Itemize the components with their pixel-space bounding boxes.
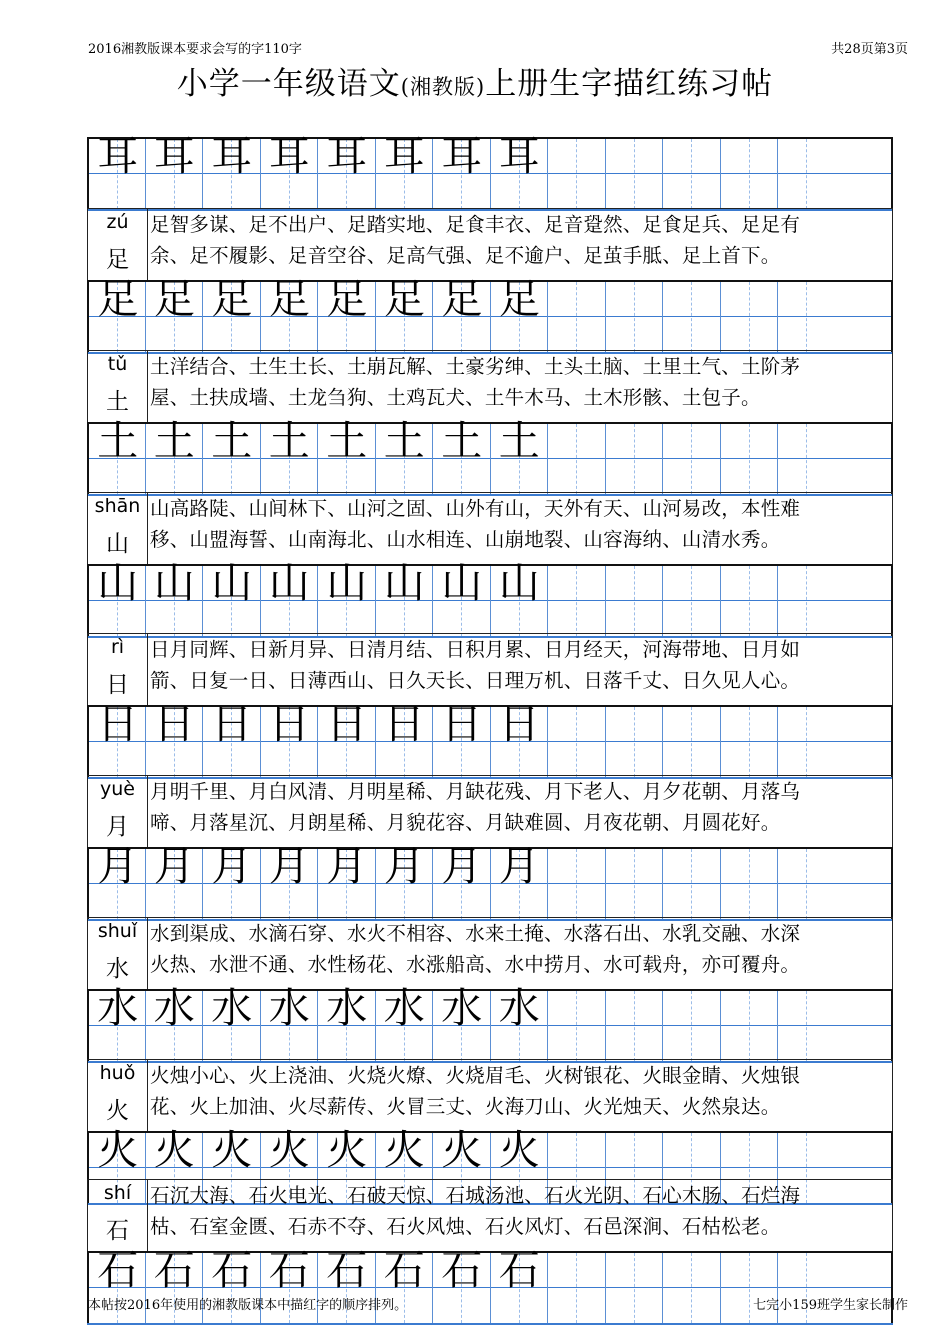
- idiom-line: 啼、月落星沉、月朗星稀、月貌花容、月缺难圆、月夜花朝、月圆花好。: [150, 811, 781, 834]
- tracing-cell: [145, 559, 203, 636]
- tracing-cell: [317, 559, 375, 636]
- trace-character: 土: [211, 417, 253, 465]
- trace-character: 日: [498, 700, 540, 748]
- trace-character: 足: [441, 275, 483, 323]
- tracing-cell: [145, 700, 203, 777]
- tracing-cell: [490, 132, 548, 209]
- tracing-cell: [87, 417, 145, 494]
- character-block: [87, 208, 893, 354]
- trace-character: 土: [498, 417, 540, 465]
- empty-practice-cell: [662, 139, 720, 209]
- empty-practice-cell: [605, 707, 663, 777]
- idiom-line: 枯、石室金匮、石赤不夺、石火风烛、石火风灯、石邑深涧、石枯松老。: [150, 1215, 781, 1238]
- empty-practice-cell: [547, 707, 605, 777]
- trace-character: 石: [97, 1246, 139, 1294]
- empty-practice-cell: [777, 282, 893, 352]
- empty-practice-cell: [720, 707, 778, 777]
- trace-character: 月: [383, 842, 425, 890]
- tracing-cell: [145, 417, 203, 494]
- tracing-cell: [432, 984, 490, 1061]
- tracing-cell: [260, 984, 318, 1061]
- trace-character: 土: [326, 417, 368, 465]
- idiom-line: 火热、水泄不通、水性杨花、水涨船高、水中捞月、水可载舟，亦可覆舟。: [150, 953, 801, 976]
- empty-practice-cell: [720, 139, 778, 209]
- character-label: 水: [106, 956, 129, 982]
- trace-character: 耳: [97, 132, 139, 180]
- title-sub: (湘教版): [400, 75, 486, 99]
- tracing-grid: [87, 842, 893, 921]
- trace-character: 日: [441, 700, 483, 748]
- tracing-grid: [87, 417, 893, 496]
- empty-practice-cell: [720, 282, 778, 352]
- idiom-row: [87, 917, 893, 989]
- empty-practice-cell: [605, 139, 663, 209]
- empty-practice-cell: [605, 991, 663, 1061]
- idiom-text: [150, 351, 892, 413]
- tracing-cell: [260, 417, 318, 494]
- trace-character: 水: [211, 984, 253, 1032]
- tracing-cell: [317, 700, 375, 777]
- character-label: 月: [106, 814, 129, 840]
- idiom-row: [87, 1059, 893, 1131]
- title-main: 小学一年级语文: [176, 66, 401, 102]
- idiom-row: [87, 1179, 893, 1251]
- tracing-cell: [260, 842, 318, 919]
- character-label: 足: [106, 247, 129, 273]
- pinyin: rì: [110, 636, 125, 658]
- idiom-text: [150, 918, 892, 980]
- pinyin-cell: [88, 918, 148, 989]
- footer-left-note: 本帖按2016年使用的湘教版课本中描红字的顺序排列。: [88, 1298, 408, 1313]
- tracing-cell: [202, 559, 260, 636]
- pinyin: shuǐ: [97, 920, 138, 942]
- trace-character: 耳: [498, 132, 540, 180]
- trace-character: 水: [97, 984, 139, 1032]
- tracing-cell: [202, 275, 260, 352]
- empty-practice-cell: [777, 991, 893, 1061]
- trace-character: 耳: [383, 132, 425, 180]
- tracing-grid: [87, 132, 893, 211]
- tracing-cell: [375, 842, 433, 919]
- empty-practice-cell: [547, 566, 605, 636]
- empty-practice-cell: [662, 707, 720, 777]
- trace-character: 月: [211, 842, 253, 890]
- tracing-cell: [490, 417, 548, 494]
- tracing-cell: [145, 842, 203, 919]
- trace-character: 水: [326, 984, 368, 1032]
- trace-character: 山: [498, 559, 540, 607]
- tracing-cell: [87, 132, 145, 209]
- empty-practice-cell: [605, 566, 663, 636]
- page-indicator: 共28页第3页: [831, 42, 908, 57]
- pinyin-cell: [88, 776, 148, 847]
- trace-character: 月: [441, 842, 483, 890]
- trace-character: 山: [268, 559, 310, 607]
- tracing-cell: [317, 842, 375, 919]
- trace-character: 耳: [211, 132, 253, 180]
- trace-character: 足: [383, 275, 425, 323]
- empty-practice-cell: [720, 991, 778, 1061]
- trace-character: 耳: [153, 132, 195, 180]
- character-block: [87, 492, 893, 638]
- trace-character: 日: [268, 700, 310, 748]
- pinyin: shān: [94, 495, 141, 517]
- trace-character: 石: [383, 1246, 425, 1294]
- trace-character: 火: [441, 1126, 483, 1174]
- tracing-cell: [490, 700, 548, 777]
- tracing-grid: [87, 559, 893, 638]
- idiom-text: [150, 1180, 892, 1242]
- trace-character: 足: [153, 275, 195, 323]
- tracing-cell: [490, 842, 548, 919]
- trace-character: 日: [383, 700, 425, 748]
- tracing-cell: [432, 842, 490, 919]
- character-block: [87, 775, 893, 921]
- empty-practice-cell: [547, 991, 605, 1061]
- tracing-cell: [260, 132, 318, 209]
- trace-character: 火: [97, 1126, 139, 1174]
- empty-practice-cell: [777, 566, 893, 636]
- idiom-text: [150, 776, 892, 838]
- trace-character: 石: [211, 1246, 253, 1294]
- empty-practice-cell: [777, 424, 893, 494]
- tracing-cell: [202, 132, 260, 209]
- empty-practice-cell: [777, 139, 893, 209]
- trace-character: 土: [97, 417, 139, 465]
- tracing-cell: [375, 559, 433, 636]
- trace-character: 山: [441, 559, 483, 607]
- idiom-line: 花、火上加油、火尽薪传、火冒三丈、火海刀山、火光烛天、火然泉达。: [150, 1095, 781, 1118]
- tracing-cell: [202, 417, 260, 494]
- empty-practice-cell: [662, 566, 720, 636]
- idiom-row: [87, 208, 893, 280]
- tracing-cell: [260, 559, 318, 636]
- tracing-cell: [202, 700, 260, 777]
- idiom-line: 箭、日复一日、日薄西山、日久天长、日理万机、日落千丈、日久见人心。: [150, 669, 801, 692]
- pinyin-cell: [88, 1060, 148, 1131]
- footer-right-note: 七完小159班学生家长制作: [753, 1298, 908, 1313]
- pinyin-cell: [88, 1180, 148, 1251]
- trace-character: 山: [383, 559, 425, 607]
- idiom-text: [150, 1060, 892, 1122]
- trace-character: 足: [326, 275, 368, 323]
- trace-character: 石: [498, 1246, 540, 1294]
- tracing-cell: [260, 700, 318, 777]
- empty-practice-cell: [547, 282, 605, 352]
- trace-character: 火: [268, 1126, 310, 1174]
- trace-character: 山: [211, 559, 253, 607]
- tracing-grid: [87, 275, 893, 354]
- trace-character: 日: [97, 700, 139, 748]
- empty-practice-cell: [605, 282, 663, 352]
- trace-character: 水: [383, 984, 425, 1032]
- idiom-text: [150, 634, 892, 696]
- trace-character: 石: [326, 1246, 368, 1294]
- tracing-cell: [490, 984, 548, 1061]
- trace-character: 土: [268, 417, 310, 465]
- empty-practice-cell: [662, 282, 720, 352]
- header-left-note: 2016湘教版课本要求会写的字110字: [88, 42, 302, 57]
- trace-character: 火: [211, 1126, 253, 1174]
- tracing-cell: [432, 132, 490, 209]
- tracing-cell: [87, 842, 145, 919]
- trace-character: 水: [498, 984, 540, 1032]
- pinyin-cell: [88, 493, 148, 564]
- idiom-row: [87, 775, 893, 847]
- tracing-cell: [432, 559, 490, 636]
- character-block: [87, 350, 893, 496]
- idiom-text: [150, 493, 892, 555]
- trace-character: 日: [211, 700, 253, 748]
- trace-character: 日: [326, 700, 368, 748]
- character-label: 土: [106, 389, 129, 415]
- idiom-row: [87, 350, 893, 422]
- tracing-cell: [87, 275, 145, 352]
- empty-practice-cell: [777, 849, 893, 919]
- pinyin-cell: [88, 634, 148, 705]
- pinyin-cell: [88, 209, 148, 280]
- trace-character: 日: [153, 700, 195, 748]
- trace-character: 石: [441, 1246, 483, 1294]
- tracing-cell: [87, 559, 145, 636]
- trace-character: 足: [268, 275, 310, 323]
- trace-character: 月: [97, 842, 139, 890]
- trace-character: 耳: [441, 132, 483, 180]
- trace-character: 水: [268, 984, 310, 1032]
- idiom-row: [87, 492, 893, 564]
- tracing-cell: [375, 700, 433, 777]
- empty-practice-cell: [720, 566, 778, 636]
- empty-practice-cell: [720, 849, 778, 919]
- empty-practice-cell: [662, 991, 720, 1061]
- empty-practice-cell: [547, 1253, 605, 1323]
- pinyin: zú: [106, 211, 129, 233]
- idiom-line: 余、足不履影、足音空谷、足高气强、足不逾户、足茧手胝、足上首下。: [150, 244, 781, 267]
- trace-character: 土: [153, 417, 195, 465]
- character-label: 火: [106, 1098, 129, 1124]
- trace-character: 火: [326, 1126, 368, 1174]
- trace-character: 火: [383, 1126, 425, 1174]
- pinyin-cell: [88, 351, 148, 422]
- pinyin: huǒ: [99, 1062, 136, 1084]
- idiom-line: 土洋结合、土生土长、土崩瓦解、土豪劣绅、土头土脑、土里土气、土阶茅: [150, 355, 801, 378]
- trace-character: 月: [153, 842, 195, 890]
- idiom-line: 火烛小心、火上浇油、火烧火燎、火烧眉毛、火树银花、火眼金睛、火烛银: [150, 1064, 801, 1087]
- tracing-cell: [432, 1246, 490, 1323]
- character-label: 石: [106, 1218, 129, 1244]
- empty-practice-cell: [662, 849, 720, 919]
- tracing-cell: [145, 984, 203, 1061]
- idiom-line: 月明千里、月白风清、月明星稀、月缺花残、月下老人、月夕花朝、月落乌: [150, 780, 801, 803]
- trace-character: 耳: [326, 132, 368, 180]
- tracing-cell: [260, 275, 318, 352]
- trace-character: 月: [326, 842, 368, 890]
- tracing-cell: [432, 417, 490, 494]
- tracing-cell: [432, 275, 490, 352]
- pinyin: shí: [103, 1182, 132, 1204]
- character-label: 山: [106, 531, 129, 557]
- empty-practice-cell: [605, 849, 663, 919]
- empty-practice-cell: [605, 424, 663, 494]
- tracing-cell: [375, 417, 433, 494]
- idiom-line: 水到渠成、水滴石穿、水火不相容、水来土掩、水落石出、水乳交融、水深: [150, 922, 801, 945]
- trace-character: 足: [211, 275, 253, 323]
- trace-character: 水: [153, 984, 195, 1032]
- empty-practice-cell: [662, 424, 720, 494]
- idiom-line: 石沉大海、石火电光、石破天惊、石城汤池、石火光阴、石心木肠、石烂海: [150, 1184, 801, 1207]
- tracing-grid: [87, 700, 893, 779]
- tracing-cell: [317, 275, 375, 352]
- idiom-line: 屋、土扶成墙、土龙刍狗、土鸡瓦犬、土牛木马、土木形骸、土包子。: [150, 386, 761, 409]
- tracing-cell: [317, 417, 375, 494]
- trace-character: 火: [153, 1126, 195, 1174]
- tracing-cell: [202, 984, 260, 1061]
- tracing-cell: [490, 559, 548, 636]
- tracing-cell: [432, 700, 490, 777]
- tracing-cell: [145, 132, 203, 209]
- empty-practice-cell: [547, 139, 605, 209]
- tracing-cell: [490, 1246, 548, 1323]
- trace-character: 足: [97, 275, 139, 323]
- trace-character: 月: [268, 842, 310, 890]
- title-tail: 上册生字描红练习帖: [485, 66, 774, 102]
- trace-character: 耳: [268, 132, 310, 180]
- trace-character: 土: [441, 417, 483, 465]
- trace-character: 山: [153, 559, 195, 607]
- tracing-grid: [87, 1246, 893, 1325]
- character-block: [87, 633, 893, 779]
- empty-practice-cell: [605, 1253, 663, 1323]
- trace-character: 月: [498, 842, 540, 890]
- tracing-cell: [145, 275, 203, 352]
- empty-practice-cell: [662, 1253, 720, 1323]
- tracing-cell: [317, 984, 375, 1061]
- page-title: [0, 58, 950, 103]
- character-block: [87, 132, 893, 211]
- tracing-cell: [317, 132, 375, 209]
- tracing-grid: [87, 984, 893, 1063]
- character-label: 日: [106, 672, 129, 698]
- idiom-line: 山高路陡、山间林下、山河之固、山外有山，天外有天、山河易改，本性难: [150, 497, 801, 520]
- trace-character: 足: [498, 275, 540, 323]
- trace-character: 水: [441, 984, 483, 1032]
- idiom-row: [87, 633, 893, 705]
- empty-practice-cell: [547, 849, 605, 919]
- idiom-line: 足智多谋、足不出户、足踏实地、足食丰衣、足音跫然、足食足兵、足足有: [150, 213, 801, 236]
- tracing-cell: [87, 984, 145, 1061]
- tracing-cell: [202, 842, 260, 919]
- tracing-cell: [375, 984, 433, 1061]
- empty-practice-cell: [547, 424, 605, 494]
- empty-practice-cell: [777, 707, 893, 777]
- trace-character: 土: [383, 417, 425, 465]
- trace-character: 石: [268, 1246, 310, 1294]
- idiom-line: 日月同辉、日新月异、日清月结、日积月累、日月经天，河海带地、日月如: [150, 638, 801, 661]
- tracing-cell: [87, 700, 145, 777]
- trace-character: 山: [97, 559, 139, 607]
- empty-practice-cell: [720, 424, 778, 494]
- tracing-cell: [490, 275, 548, 352]
- tracing-cell: [375, 275, 433, 352]
- character-block: [87, 917, 893, 1063]
- pinyin: yuè: [100, 778, 135, 800]
- trace-character: 火: [498, 1126, 540, 1174]
- tracing-cell: [375, 132, 433, 209]
- pinyin: tǔ: [107, 353, 128, 375]
- idiom-text: [150, 209, 892, 271]
- trace-character: 石: [153, 1246, 195, 1294]
- idiom-line: 移、山盟海誓、山南海北、山水相连、山崩地裂、山容海纳、山清水秀。: [150, 528, 781, 551]
- trace-character: 山: [326, 559, 368, 607]
